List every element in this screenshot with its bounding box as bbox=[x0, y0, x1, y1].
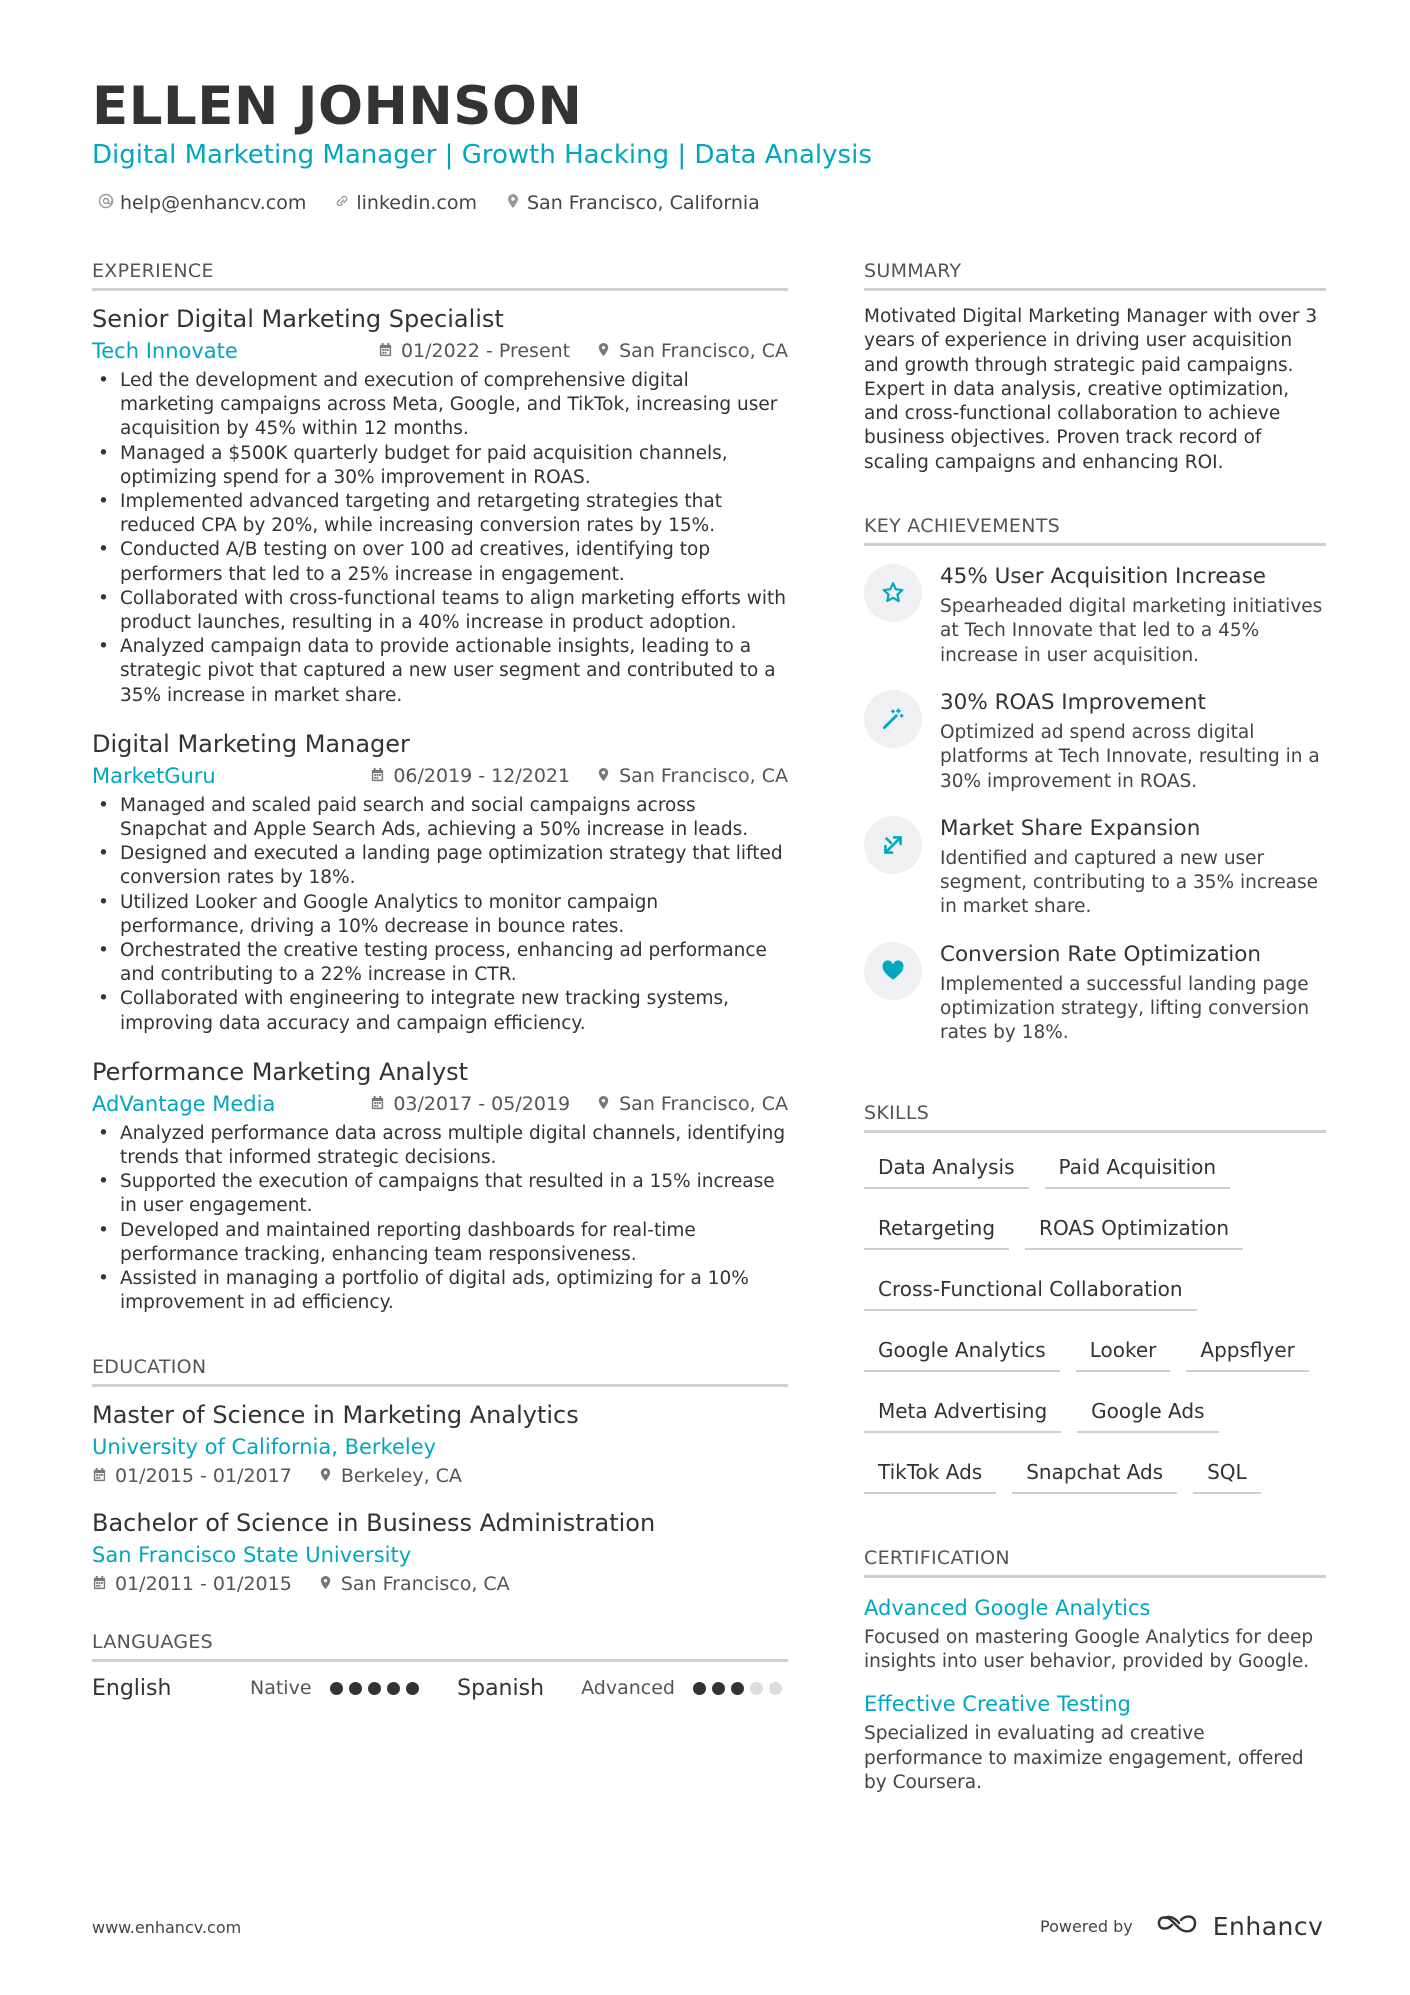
job-dates: 01/2022 - Present bbox=[400, 340, 571, 362]
education-location: San Francisco, CA bbox=[340, 1572, 510, 1595]
calendar-icon bbox=[92, 1573, 115, 1595]
skills-list bbox=[864, 1155, 1326, 1521]
enhancv-logo[interactable] bbox=[1155, 1910, 1324, 1942]
education-dates: 01/2015 - 01/2017 bbox=[115, 1464, 292, 1487]
achievement-desc: Optimized ad spend across digital platforms at Tech Innovate, resulting in a 30% improvement in ROAS. bbox=[940, 721, 1320, 792]
skill-tag: Snapchat Ads bbox=[1012, 1460, 1177, 1494]
job-bullets bbox=[92, 794, 788, 1036]
section-title-achievements: KEY ACHIEVEMENTS bbox=[864, 515, 1326, 546]
skill-tag: Appsflyer bbox=[1186, 1338, 1308, 1372]
contact-linkedin[interactable] bbox=[334, 192, 477, 214]
rating-dot-filled bbox=[349, 1682, 362, 1695]
contact-location bbox=[505, 192, 760, 214]
language-name: English bbox=[92, 1675, 172, 1701]
rating-dot-filled bbox=[693, 1682, 706, 1695]
bullet-item: • Collaborated with engineering to integrate new tracking systems, improving data accuracy and campaign efficiency. bbox=[92, 987, 788, 1035]
degree-name: Bachelor of Science in Business Administration bbox=[92, 1508, 656, 1537]
languages-list bbox=[92, 1676, 788, 1701]
skill-tag: Cross-Functional Collaboration bbox=[864, 1277, 1197, 1311]
job-dates: 03/2017 - 05/2019 bbox=[393, 1092, 571, 1115]
magic-wand-icon bbox=[864, 690, 922, 748]
achievement-desc: Spearheaded digital marketing initiatives at Tech Innovate that led to a 45% increase in user acquisition. bbox=[940, 596, 1323, 666]
rating-dot-filled bbox=[712, 1682, 725, 1695]
section-title-experience: EXPERIENCE bbox=[92, 260, 788, 291]
location-pin-icon bbox=[318, 1573, 341, 1595]
calendar-icon bbox=[370, 765, 393, 787]
left-column bbox=[92, 260, 788, 1701]
certification-desc: Specialized in evaluating ad creative performance to maximize engagement, offered by Coursera. bbox=[864, 1723, 1304, 1793]
skill-tag: Looker bbox=[1076, 1338, 1171, 1372]
powered-by-label: Powered by bbox=[1040, 1916, 1133, 1936]
language-rating bbox=[330, 1682, 425, 1695]
achievement-entry bbox=[864, 816, 1326, 920]
infinity-logo-icon bbox=[1155, 1910, 1213, 1942]
candidate-name: ELLEN JOHNSON bbox=[92, 76, 583, 137]
contact-email[interactable] bbox=[98, 192, 306, 214]
section-title-certification: CERTIFICATION bbox=[864, 1547, 1326, 1578]
degree-name: Master of Science in Marketing Analytics bbox=[92, 1400, 579, 1429]
location-pin-icon bbox=[596, 1093, 619, 1115]
experience-entry bbox=[92, 305, 788, 708]
rating-dot-filled bbox=[731, 1682, 744, 1695]
job-dates: 06/2019 - 12/2021 bbox=[393, 764, 571, 787]
contact-info bbox=[98, 192, 788, 214]
bullet-item: • Collaborated with cross-functional teams to align marketing efforts with product launches, resulting in a 40% increase in product adoption. bbox=[92, 587, 788, 635]
bullet-item: • Utilized Looker and Google Analytics to monitor campaign performance, driving a 10% decrease in bounce rates. bbox=[92, 891, 788, 939]
skill-tag: Google Ads bbox=[1077, 1399, 1218, 1433]
job-role: Senior Digital Marketing Specialist bbox=[92, 305, 504, 333]
achievement-title: Conversion Rate Optimization bbox=[940, 941, 1262, 967]
summary-text: Motivated Digital Marketing Manager with over 3 years of experience in driving user acquisition and growth through strategic paid campaigns. Expert in data analysis, creative optimization, and cross-functional collaboration to achieve business objectives. Proven track record of scaling campaigns and enhancing ROI. bbox=[864, 306, 1318, 473]
achievement-entry bbox=[864, 942, 1326, 1046]
certification-name: Advanced Google Analytics bbox=[864, 1595, 1151, 1620]
link-icon bbox=[334, 192, 356, 214]
education-location: Berkeley, CA bbox=[340, 1464, 462, 1487]
language-name: Spanish bbox=[457, 1675, 545, 1701]
job-location: San Francisco, CA bbox=[619, 764, 788, 787]
section-title-languages: LANGUAGES bbox=[92, 1631, 788, 1662]
bullet-item: • Orchestrated the creative testing process, enhancing ad performance and contributing to a 22% increase in CTR. bbox=[92, 939, 788, 987]
job-role: Performance Marketing Analyst bbox=[92, 1057, 469, 1086]
bullet-item: • Assisted in managing a portfolio of digital ads, optimizing for a 10% improvement in ad efficiency. bbox=[92, 1267, 788, 1315]
certification-entry bbox=[864, 1596, 1326, 1675]
bullet-item: • Analyzed performance data across multiple digital channels, identifying trends that informed strategic decisions. bbox=[92, 1122, 788, 1170]
location-pin-icon bbox=[596, 340, 619, 362]
heart-icon bbox=[864, 942, 922, 1000]
rating-dot-filled bbox=[368, 1682, 381, 1695]
rating-dot-empty bbox=[750, 1682, 763, 1695]
skill-tag: ROAS Optimization bbox=[1025, 1216, 1243, 1250]
job-bullets bbox=[92, 1122, 788, 1316]
school-name: University of California, Berkeley bbox=[92, 1434, 437, 1459]
achievement-entry bbox=[864, 690, 1326, 794]
rating-dot-filled bbox=[387, 1682, 400, 1695]
skill-tag: Retargeting bbox=[864, 1216, 1009, 1250]
bullet-item: • Analyzed campaign data to provide actionable insights, leading to a strategic pivot that captured a new user segment and contributed to a 35% increase in market share. bbox=[92, 635, 788, 708]
education-dates: 01/2011 - 01/2015 bbox=[115, 1572, 292, 1595]
experience-list bbox=[92, 305, 788, 1316]
section-title-summary: SUMMARY bbox=[864, 260, 1326, 291]
language-rating bbox=[693, 1682, 788, 1695]
location-pin-icon bbox=[505, 192, 527, 214]
language-entry bbox=[457, 1676, 788, 1701]
at-icon bbox=[98, 192, 120, 214]
achievement-entry bbox=[864, 564, 1326, 668]
language-level: Advanced bbox=[581, 1677, 675, 1699]
bullet-item: • Supported the execution of campaigns that resulted in a 15% increase in user engagement. bbox=[92, 1170, 788, 1218]
school-name: San Francisco State University bbox=[92, 1542, 412, 1567]
right-column bbox=[864, 260, 1326, 1813]
star-icon bbox=[864, 564, 922, 622]
education-entry bbox=[92, 1509, 788, 1595]
achievement-title: Market Share Expansion bbox=[940, 815, 1201, 841]
bullet-item: • Led the development and execution of comprehensive digital marketing campaigns across Meta, Google, and TikTok, increasing user acquisition by 45% within 12 months. bbox=[92, 369, 788, 442]
achievement-desc: Identified and captured a new user segment, contributing to a 35% increase in market share. bbox=[940, 847, 1318, 918]
location-pin-icon bbox=[596, 765, 619, 787]
job-role: Digital Marketing Manager bbox=[92, 729, 410, 758]
education-entry bbox=[92, 1401, 788, 1487]
achievement-title: 30% ROAS Improvement bbox=[940, 689, 1206, 715]
company-name: Tech Innovate bbox=[92, 339, 238, 363]
section-title-education: EDUCATION bbox=[92, 1356, 788, 1387]
rating-dot-empty bbox=[769, 1682, 782, 1695]
skill-tag: Meta Advertising bbox=[864, 1399, 1061, 1433]
company-name: AdVantage Media bbox=[92, 1091, 276, 1116]
achievement-title: 45% User Acquisition Increase bbox=[940, 564, 1267, 590]
bullet-item: • Implemented advanced targeting and retargeting strategies that reduced CPA by 20%, while increasing conversion rates by 15%. bbox=[92, 490, 788, 538]
calendar-icon bbox=[378, 340, 401, 362]
certification-desc: Focused on mastering Google Analytics for deep insights into user behavior, provided by Google. bbox=[864, 1626, 1314, 1672]
bullet-item: • Managed and scaled paid search and social campaigns across Snapchat and Apple Search Ads, achieving a 50% increase in leads. bbox=[92, 794, 788, 842]
skill-tag: Data Analysis bbox=[864, 1155, 1029, 1189]
skill-tag: Google Analytics bbox=[864, 1338, 1060, 1372]
bullet-item: • Developed and maintained reporting dashboards for real-time performance tracking, enhancing team responsiveness. bbox=[92, 1219, 788, 1267]
achievement-desc: Implemented a successful landing page optimization strategy, lifting conversion rates by 18%. bbox=[940, 973, 1310, 1044]
company-name: MarketGuru bbox=[92, 763, 216, 788]
calendar-icon bbox=[370, 1093, 393, 1115]
job-location: San Francisco, CA bbox=[619, 1092, 788, 1115]
certification-entry bbox=[864, 1692, 1326, 1795]
experience-entry bbox=[92, 1058, 788, 1316]
job-location: San Francisco, CA bbox=[619, 340, 788, 362]
footer-branding bbox=[1040, 1910, 1323, 1942]
email-text: help@enhancv.com bbox=[120, 192, 307, 214]
calendar-icon bbox=[92, 1465, 115, 1487]
skill-tag: SQL bbox=[1193, 1460, 1261, 1494]
bullet-item: • Managed a $500K quarterly budget for paid acquisition channels, optimizing spend for a 30% improvement in ROAS. bbox=[92, 442, 788, 490]
expand-arrows-icon bbox=[864, 816, 922, 874]
location-pin-icon bbox=[318, 1465, 341, 1487]
footer-website[interactable]: www.enhancv.com bbox=[92, 1918, 242, 1937]
location-text: San Francisco, California bbox=[527, 192, 760, 214]
skill-tag: TikTok Ads bbox=[864, 1460, 996, 1494]
candidate-headline: Digital Marketing Manager | Growth Hacking | Data Analysis bbox=[92, 140, 872, 170]
skill-tag: Paid Acquisition bbox=[1045, 1155, 1231, 1189]
certification-name: Effective Creative Testing bbox=[864, 1692, 1131, 1717]
bullet-item: • Conducted A/B testing on over 100 ad creatives, identifying top performers that led to a 25% increase in engagement. bbox=[92, 538, 788, 586]
job-bullets bbox=[92, 369, 788, 708]
language-level: Native bbox=[250, 1677, 312, 1699]
rating-dot-filled bbox=[330, 1682, 343, 1695]
language-entry bbox=[92, 1676, 457, 1701]
rating-dot-filled bbox=[406, 1682, 419, 1695]
section-title-skills: SKILLS bbox=[864, 1102, 1326, 1133]
experience-entry bbox=[92, 730, 788, 1036]
linkedin-text: linkedin.com bbox=[356, 192, 477, 214]
brand-name: Enhancv bbox=[1212, 1911, 1324, 1941]
bullet-item: • Designed and executed a landing page optimization strategy that lifted conversion rates by 18%. bbox=[92, 842, 788, 890]
